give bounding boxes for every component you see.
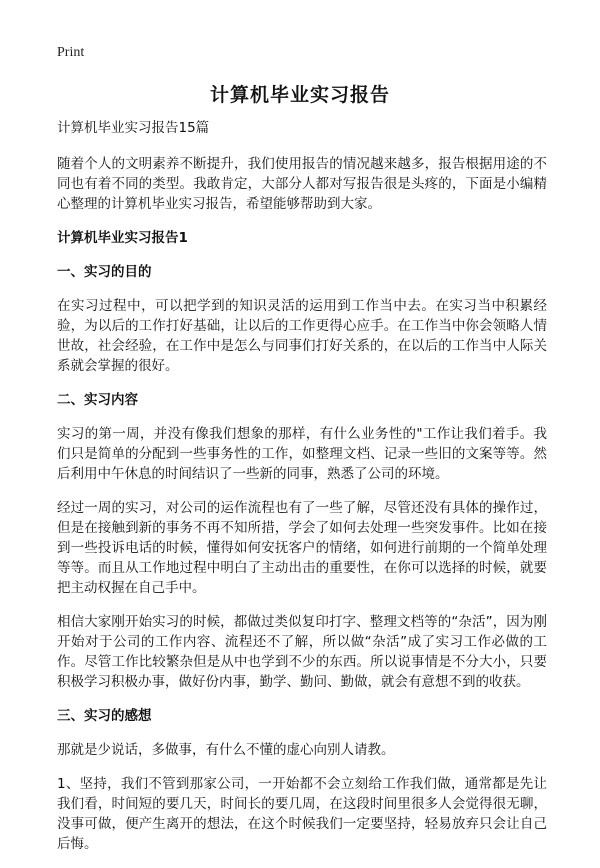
section2-paragraph-2: 经过一周的实习，对公司的运作流程也有了一些了解，尽管还没有具体的操作过，但是在接触到新的事务不再不知所措，学会了如何去处理一些突发事件。比如在接到一些投诉电话的时候，懂得如何安抚客户的情绪，如何进行前期的一个简单处理等等。而且从工作地过程中明白了主动出击的重要性，在你可以选择的时候，就要把主动权握在自己手中。 — [57, 500, 547, 596]
section3-paragraph-1: 那就是少说话，多做事，有什么不懂的虚心向别人请教。 — [57, 742, 395, 758]
section2-paragraph-3: 相信大家刚开始实习的时候，都做过类似复印打字、整理文档等的“杂活”，因为刚开始对于公司的工作内容、流程还不了解，所以做“杂活”成了实习工作必做的工作。尽管工作比较繁杂但是从中也学到不少的东西。所以说事情是不分大小，只要积极学习积极办事，做好份内事，勤学、勤问、勤做，就会有意想不到的收获。 — [57, 614, 547, 690]
article-subtitle: 计算机毕业实习报告15篇 — [57, 120, 210, 136]
section1-heading: 一、实习的目的 — [57, 264, 152, 280]
print-link[interactable]: Print — [57, 45, 85, 60]
section3-paragraph-2: 1、坚持，我们不管到那家公司，一开始都不会立刻给工作我们做，通常都是先让我们看，时间短的要几天，时间长的要几周，在这段时间里很多人会觉得很无聊，没事可做，便产生离开的想法，在这个时候我们一定要坚持，轻易放弃只会让自己后悔。 — [57, 776, 547, 852]
section2-paragraph-1: 实习的第一周，并没有像我们想象的那样，有什么业务性的"工作让我们着手。我们只是简单的分配到一些事务性的工作，如整理文档、记录一些旧的文案等等。然后利用中午休息的时间结识了一些新的同事，熟悉了公司的环境。 — [57, 426, 547, 482]
intro-paragraph: 随着个人的文明素养不断提升，我们使用报告的情况越来越多，报告根据用途的不同也有着不同的类型。我敢肯定，大部分人都对写报告很是头疼的，下面是小编精心整理的计算机毕业实习报告，希望能够帮助到大家。 — [57, 156, 547, 212]
article-body — [57, 118, 547, 868]
report1-heading: 计算机毕业实习报告1 — [57, 230, 188, 246]
section2-heading: 二、实习内容 — [57, 392, 138, 408]
page-title: 计算机毕业实习报告 — [209, 84, 390, 106]
section3-heading: 三、实习的感想 — [57, 708, 152, 724]
section1-paragraph-1: 在实习过程中，可以把学到的知识灵活的运用到工作当中去。在实习当中积累经验，为以后的工作打好基础，让以后的工作更得心应手。在工作当中你会领略人情世故，社会经验，在工作中是怎么与同事们打好关系的，在以后的工作当中人际关系就会掌握的很好。 — [57, 298, 547, 374]
